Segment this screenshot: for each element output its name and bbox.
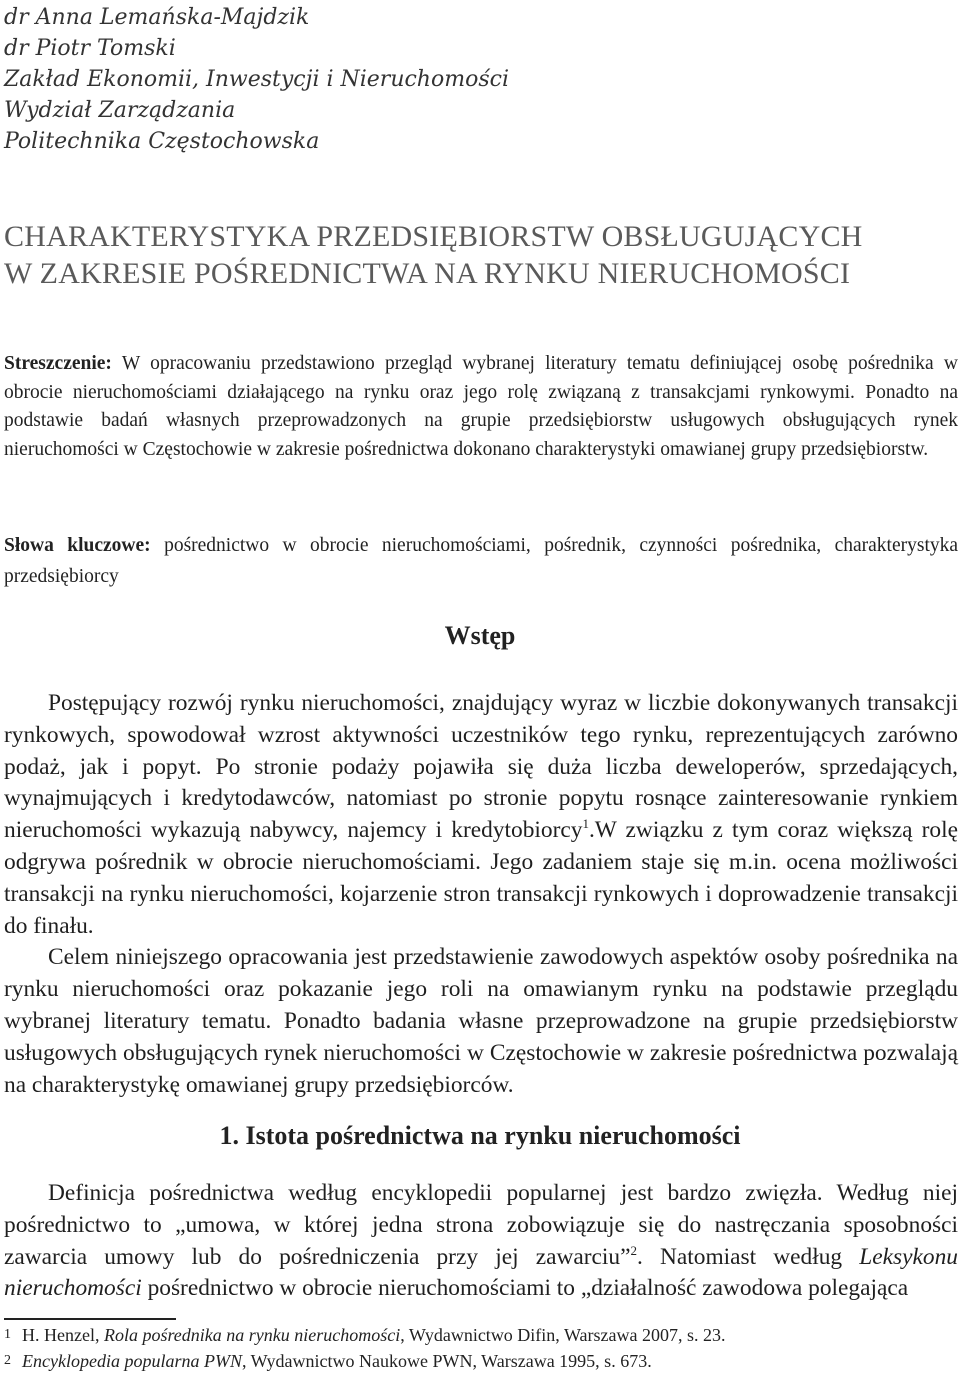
paragraph-text: .W związku z tym coraz większą rolę odgrywa pośrednik w obrocie nieruchomościami. Jego zadaniem staje się m.in. ocena możliwości transakcji na rynku nieruchomości, kojarzenie stron transakcji rynkowych i doprowadzenie transakcji do finału. <box>4 817 958 939</box>
affiliation-department: Zakład Ekonomii, Inwestycji i Nieruchomości <box>4 67 509 92</box>
intro-body <box>4 688 958 1101</box>
paragraph: Celem niniejszego opracowania jest przedstawienie zawodowych aspektów osoby pośrednika na rynku nieruchomości oraz pokazanie jego roli na omawianym rynku na podstawie przeglądu wybranej literatury tematu. Ponadto badania własne przeprowadzone na grupie przedsiębiorstw usługowych obsługujących rynek nieruchomości w Częstochowie w zakresie pośrednictwa pozwalają na charakterystykę omawianej grupy przedsiębiorców. <box>4 944 958 1098</box>
section1-body <box>4 1178 958 1305</box>
section-heading-1: 1. Istota pośrednictwa na rynku nieruchomości <box>219 1121 741 1150</box>
author-name: dr Anna Lemańska-Majdzik <box>4 5 310 30</box>
abstract-text: W opracowaniu przedstawiono przegląd wybranej literatury tematu definiującej osobę pośrednika w obrocie nieruchomościami działającego na rynku oraz jego rolę związaną z transakcjami rynkowymi. Ponadto na podstawie badań własnych przeprowadzonych na grupie przedsiębiorstw usługowych obsługujących rynek nieruchomości w Częstochowie w zakresie pośrednictwa dokonano charakterystyki omawianej grupy przedsiębiorstw. <box>4 353 959 460</box>
paragraph-text: Definicja pośrednictwa według encyklopedii popularnej jest bardzo zwięzła. Według niej pośrednictwo to „umowa, w której jedna strona zobowiązuje się do nastręczania sposobności zawarcia umowy lub do pośredniczenia przy jej zawarciu” <box>4 1180 958 1270</box>
footnote-italic: Encyklopedia popularna PWN <box>22 1351 242 1371</box>
affiliation-university: Politechnika Częstochowska <box>4 129 320 154</box>
paragraph <box>4 688 958 942</box>
author-name: dr Piotr Tomski <box>4 36 176 61</box>
paper-title-line: CHARAKTERYSTYKA PRZEDSIĘBIORSTW OBSŁUGUJĄCYCH <box>4 220 863 253</box>
footnotes <box>4 1322 958 1374</box>
footnote-text: , Wydawnictwo Difin, Warszawa 2007, s. 23. <box>400 1325 726 1345</box>
paper-title-line: W ZAKRESIE POŚREDNICTWA NA RYNKU NIERUCHOMOŚCI <box>4 257 851 290</box>
footnote <box>4 1322 958 1348</box>
paragraph-text: . Natomiast według <box>637 1243 860 1270</box>
paragraph-text: Postępujący rozwój rynku nieruchomości, znajdujący wyraz w liczbie dokonywanych transakcji rynkowych, spowodował wzrost aktywności uczestników tego rynku, reprezentujących zarówno podaż, jak i popyt. Po stronie podaży pojawiła się duża liczba deweloperów, sprzedających, wynajmujących i kredytodawców, natomiast po stronie popytu rosnące zainteresowanie rynkiem nieruchomości wykazują nabywcy, najemcy i kredytobiorcy <box>4 690 958 844</box>
footnote-number: 2 <box>4 1353 11 1368</box>
footnote-italic: Rola pośrednika na rynku nieruchomości <box>103 1325 401 1345</box>
paragraph-text: pośrednictwo w obrocie nieruchomościami to „działalność zawodowa polegająca <box>141 1275 909 1302</box>
abstract <box>4 350 958 464</box>
footnote-number: 1 <box>4 1327 11 1342</box>
keywords-label: Słowa kluczowe: <box>4 535 151 556</box>
section-heading-intro: Wstęp <box>444 621 516 650</box>
footnote-text: , Wydawnictwo Naukowe PWN, Warszawa 1995, s. 673. <box>241 1351 652 1371</box>
footnote-ref[interactable]: 2 <box>630 1242 637 1258</box>
keywords-text: pośrednictwo w obrocie nieruchomościami, pośrednik, czynności pośrednika, charakterystyka przedsiębiorcy <box>4 535 959 587</box>
affiliation-faculty: Wydział Zarządzania <box>4 98 236 123</box>
footnote <box>4 1348 958 1374</box>
author-block <box>4 2 509 157</box>
keywords <box>4 530 958 592</box>
footnote-divider <box>4 1318 176 1320</box>
footnote-ref[interactable]: 1 <box>582 816 589 832</box>
paper-title <box>4 218 956 292</box>
abstract-label: Streszczenie: <box>4 353 112 374</box>
paragraph <box>4 1178 958 1305</box>
footnote-text: H. Henzel, <box>22 1325 104 1345</box>
italic-title: Leksykonu nieruchomości <box>4 1243 958 1302</box>
